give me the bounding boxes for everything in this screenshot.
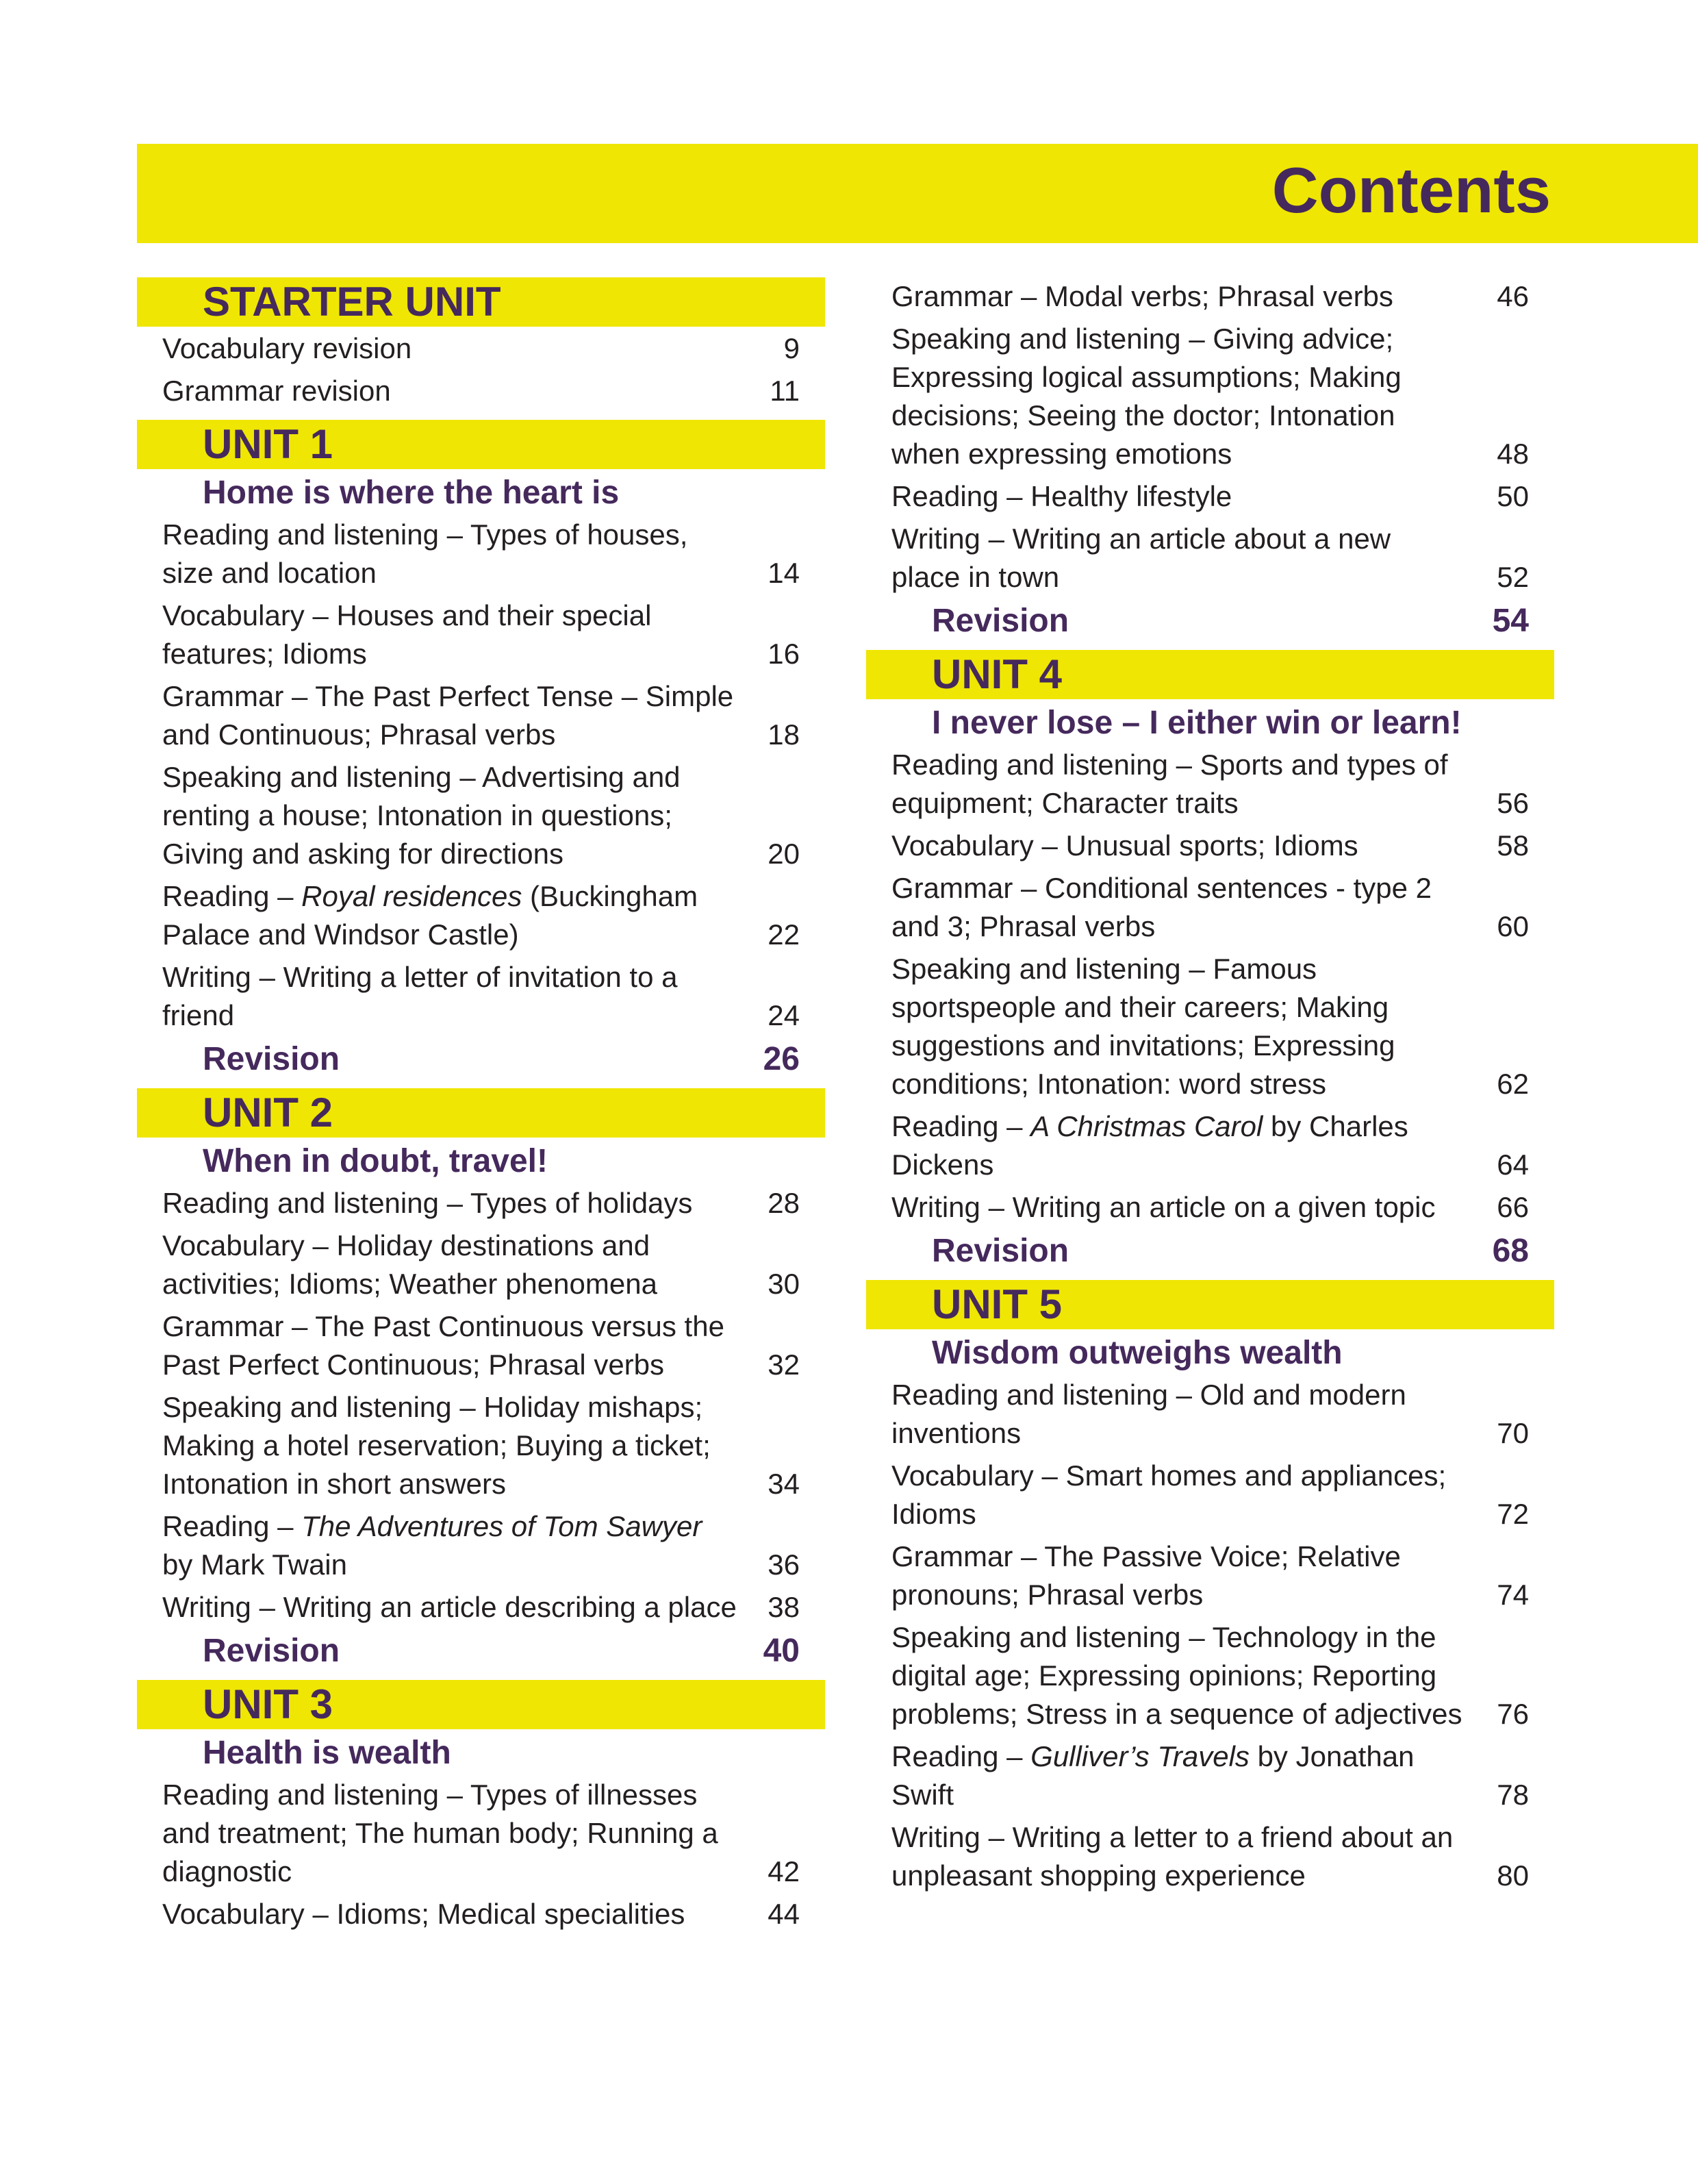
unit-5-heading: UNIT 5	[866, 1280, 1554, 1329]
toc-entry-title: Reading and listening – Types of illnesses and treatment; The human body; Running a diagnostic	[162, 1779, 718, 1887]
toc-entry-title: Writing – Writing a letter to a friend about an unpleasant shopping experience	[891, 1821, 1454, 1892]
toc-entry[interactable]	[866, 1457, 1554, 1533]
toc-entry-title: Reading and listening – Types of holidays	[162, 1187, 693, 1219]
toc-entry-page-number: 24	[768, 999, 800, 1031]
toc-entry-page-number: 28	[768, 1187, 800, 1219]
toc-entry-page-number: 16	[768, 638, 800, 670]
toc-entry-page-number: 74	[1497, 1579, 1529, 1611]
toc-entry[interactable]	[137, 1227, 825, 1303]
unit-4-heading: UNIT 4	[866, 650, 1554, 699]
toc-entry[interactable]	[866, 1618, 1554, 1733]
work-title: Gulliver’s Travels	[1030, 1740, 1250, 1772]
toc-entry[interactable]	[866, 277, 1554, 316]
toc-entry-page-number: 80	[1497, 1859, 1529, 1892]
toc-entry-title: Speaking and listening – Famous sportspeople and their careers; Making suggestions and invitations; Expressing conditions; Intonation: word stress	[891, 953, 1395, 1100]
toc-right-column	[866, 277, 1554, 1899]
unit-1-subtitle: Home is where the heart is	[203, 475, 620, 511]
unit-3-entries	[137, 1776, 825, 1933]
toc-entry[interactable]	[866, 1107, 1554, 1184]
toc-entry-page-number: 20	[768, 838, 800, 870]
toc-entry[interactable]	[137, 758, 825, 873]
revision-label: Revision	[932, 1233, 1069, 1269]
toc-entry-title	[891, 1107, 1467, 1184]
toc-entry[interactable]	[137, 372, 825, 410]
toc-entry-page-number: 14	[768, 557, 800, 589]
entry-prefix: Reading –	[891, 1740, 1031, 1772]
toc-entry[interactable]	[137, 958, 825, 1035]
toc-entry-title: Reading and listening – Sports and types of equipment; Character traits	[891, 749, 1448, 819]
toc-entry-page-number: 76	[1497, 1698, 1529, 1730]
entry-suffix: (Buckingham Palace and Windsor Castle)	[162, 880, 706, 951]
entry-prefix: Reading –	[162, 1510, 302, 1542]
header-band	[137, 144, 1698, 243]
toc-entry[interactable]	[137, 677, 825, 754]
unit-3-revision[interactable]	[866, 601, 1554, 642]
toc-entry[interactable]	[137, 1895, 825, 1933]
toc-entry-page-number: 32	[768, 1348, 800, 1381]
toc-entry[interactable]	[137, 1588, 825, 1627]
toc-entry-page-number: 58	[1497, 829, 1529, 862]
entry-suffix: by Jonathan Swift	[891, 1740, 1423, 1811]
toc-entry-page-number: 56	[1497, 787, 1529, 819]
work-title: The Adventures of Tom Sawyer	[301, 1510, 702, 1542]
toc-entry-title: Vocabulary – Holiday destinations and activities; Idioms; Weather phenomena	[162, 1229, 657, 1300]
entry-suffix: by Mark Twain	[162, 1510, 710, 1581]
toc-entry-page-number: 42	[768, 1855, 800, 1887]
toc-left-column	[137, 277, 825, 1937]
toc-entry[interactable]	[137, 1184, 825, 1222]
unit-1-heading: UNIT 1	[137, 420, 825, 469]
toc-entry-page-number: 18	[768, 718, 800, 751]
toc-entry-page-number: 11	[770, 375, 800, 407]
toc-entry-title: Writing – Writing an article describing a place	[162, 1591, 737, 1623]
work-title: Royal residences	[301, 880, 522, 912]
revision-label: Revision	[203, 1633, 340, 1669]
toc-entry-page-number: 36	[768, 1548, 800, 1581]
toc-entry-title: Grammar – Conditional sentences - type 2 and 3; Phrasal verbs	[891, 872, 1432, 942]
toc-entry-title: Speaking and listening – Technology in the digital age; Expressing opinions; Reporting problems; Stress in a sequence of adjectives	[891, 1621, 1462, 1730]
toc-entry[interactable]	[866, 1537, 1554, 1614]
revision-page: 40	[763, 1633, 800, 1669]
toc-entry-page-number: 60	[1497, 910, 1529, 942]
toc-entry[interactable]	[137, 1776, 825, 1891]
toc-entry-title: Writing – Writing an article on a given topic	[891, 1191, 1436, 1223]
entry-prefix: Reading –	[162, 880, 302, 912]
toc-entry-page-number: 50	[1497, 480, 1529, 512]
toc-entry[interactable]	[137, 1388, 825, 1503]
unit-1-entries	[137, 516, 825, 1035]
unit-1-revision[interactable]	[137, 1039, 825, 1080]
toc-entry-title: Grammar – Modal verbs; Phrasal verbs	[891, 280, 1393, 312]
toc-entry[interactable]	[866, 827, 1554, 865]
toc-entry[interactable]	[866, 520, 1554, 597]
toc-entry[interactable]	[866, 1188, 1554, 1227]
toc-entry[interactable]	[137, 1507, 825, 1584]
toc-entry[interactable]	[137, 329, 825, 368]
toc-entry-title	[162, 877, 738, 954]
toc-entry-title: Grammar – The Passive Voice; Relative pronouns; Phrasal verbs	[891, 1540, 1401, 1611]
toc-entry-title: Grammar – The Past Perfect Tense – Simple and Continuous; Phrasal verbs	[162, 680, 734, 751]
toc-entry[interactable]	[137, 597, 825, 673]
entry-prefix: Reading –	[891, 1110, 1031, 1142]
revision-label: Revision	[932, 603, 1069, 639]
toc-entry-page-number: 52	[1497, 561, 1529, 593]
unit-2-entries	[137, 1184, 825, 1627]
toc-entry-page-number: 9	[783, 332, 800, 364]
toc-entry-title: Vocabulary – Houses and their special features; Idioms	[162, 599, 652, 670]
toc-entry-page-number: 46	[1497, 280, 1529, 312]
toc-entry[interactable]	[866, 320, 1554, 473]
toc-entry-title: Vocabulary – Idioms; Medical specialities	[162, 1898, 685, 1930]
toc-entry[interactable]	[137, 877, 825, 954]
toc-entry-title: Speaking and listening – Advertising and renting a house; Intonation in questions; Giving and asking for directions	[162, 761, 681, 870]
toc-entry[interactable]	[137, 1307, 825, 1384]
toc-entry-title: Vocabulary revision	[162, 332, 412, 364]
toc-entry-title: Vocabulary – Unusual sports; Idioms	[891, 829, 1358, 862]
toc-entry-title: Reading – Healthy lifestyle	[891, 480, 1232, 512]
toc-entry[interactable]	[866, 1376, 1554, 1453]
toc-entry-page-number: 44	[768, 1898, 800, 1930]
toc-entry-page-number: 78	[1497, 1779, 1529, 1811]
page-title: Contents	[1271, 154, 1551, 226]
toc-entry[interactable]	[866, 950, 1554, 1103]
unit-5-subtitle: Wisdom outweighs wealth	[932, 1335, 1343, 1371]
starter-unit-heading: STARTER UNIT	[137, 277, 825, 327]
toc-entry-title: Speaking and listening – Holiday mishaps; Making a hotel reservation; Buying a ticket; Intonation in short answers	[162, 1391, 711, 1500]
unit-2-heading: UNIT 2	[137, 1088, 825, 1138]
toc-entry-page-number: 22	[768, 918, 800, 951]
toc-entry-title: Reading and listening – Old and modern inventions	[891, 1379, 1406, 1449]
toc-entry[interactable]	[866, 869, 1554, 946]
unit-2-revision[interactable]	[137, 1631, 825, 1672]
toc-entry-page-number: 70	[1497, 1417, 1529, 1449]
revision-label: Revision	[203, 1041, 340, 1077]
toc-entry[interactable]	[137, 516, 825, 592]
unit-4-subtitle: I never lose – I either win or learn!	[932, 705, 1462, 741]
toc-entry-page-number: 66	[1497, 1191, 1529, 1223]
toc-entry-title: Writing – Writing an article about a new place in town	[891, 523, 1391, 593]
toc-entry-title	[162, 1507, 738, 1584]
toc-entry-page-number: 62	[1497, 1068, 1529, 1100]
unit-3-heading: UNIT 3	[137, 1680, 825, 1729]
toc-entry-title: Reading and listening – Types of houses, size and location	[162, 518, 688, 589]
unit-3-subtitle: Health is wealth	[203, 1735, 451, 1771]
toc-entry[interactable]	[866, 1737, 1554, 1814]
unit-3-continued-entries	[866, 277, 1554, 597]
toc-entry[interactable]	[866, 477, 1554, 516]
toc-entry-title: Grammar – The Past Continuous versus the Past Perfect Continuous; Phrasal verbs	[162, 1310, 724, 1381]
toc-entry-page-number: 48	[1497, 438, 1529, 470]
toc-entry-title: Writing – Writing a letter of invitation to a friend	[162, 961, 678, 1031]
toc-entry-title: Grammar revision	[162, 375, 391, 407]
toc-entry-title: Speaking and listening – Giving advice; Expressing logical assumptions; Making decisions; Seeing the doctor; Intonation when expressing emotions	[891, 323, 1402, 470]
starter-unit-entries	[137, 329, 825, 410]
toc-entry-page-number: 30	[768, 1268, 800, 1300]
toc-entry-page-number: 38	[768, 1591, 800, 1623]
revision-page: 26	[763, 1041, 800, 1077]
unit-5-entries	[866, 1376, 1554, 1895]
unit-4-revision[interactable]	[866, 1231, 1554, 1272]
toc-entry-page-number: 72	[1497, 1498, 1529, 1530]
toc-entry-page-number: 34	[768, 1468, 800, 1500]
unit-4-entries	[866, 746, 1554, 1227]
entry-suffix: by Charles Dickens	[891, 1110, 1417, 1181]
toc-entry-page-number: 64	[1497, 1149, 1529, 1181]
work-title: A Christmas Carol	[1030, 1110, 1263, 1142]
unit-2-subtitle: When in doubt, travel!	[203, 1143, 548, 1179]
toc-entry-title	[891, 1737, 1467, 1814]
toc-entry-title: Vocabulary – Smart homes and appliances; Idioms	[891, 1459, 1447, 1530]
revision-page: 54	[1492, 603, 1529, 639]
revision-page: 68	[1492, 1233, 1529, 1269]
toc-entry[interactable]	[866, 1818, 1554, 1895]
toc-entry[interactable]	[866, 746, 1554, 823]
